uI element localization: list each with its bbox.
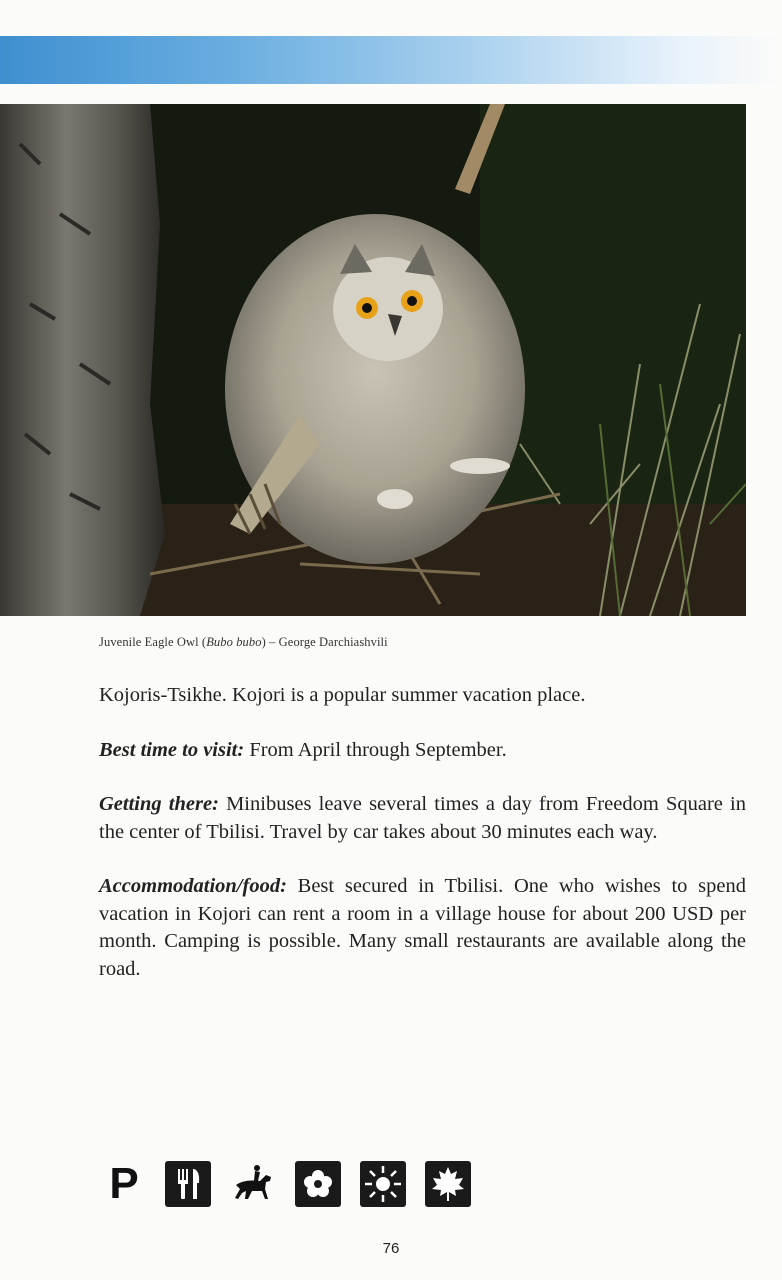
description	[99, 682, 746, 1010]
getting-there-text: Minibuses leave several times a day from Freedom Square in the center of Tbilisi. Travel by car takes about 30 minutes each way.	[99, 793, 746, 843]
intro-paragraph: Kojoris-Tsikhe. Kojori is a popular summer vacation place.	[99, 684, 586, 706]
caption-species: Bubo bubo	[206, 635, 262, 649]
header-color-band	[0, 36, 782, 84]
leaf-icon	[425, 1161, 471, 1207]
parking-icon: P	[109, 1159, 139, 1208]
horse-riding-icon	[230, 1161, 276, 1207]
restaurant-icon	[165, 1161, 211, 1207]
page-number: 76	[382, 1240, 400, 1257]
getting-there-label: Getting there:	[99, 793, 219, 815]
sun-icon	[360, 1161, 406, 1207]
best-time-text: From April through September.	[244, 738, 507, 761]
facility-icons	[104, 1160, 490, 1208]
accommodation-paragraph	[99, 873, 746, 983]
caption-prefix: Juvenile Eagle Owl (	[99, 635, 207, 649]
flower-icon	[295, 1161, 341, 1207]
photo-caption	[99, 635, 739, 650]
best-time-paragraph	[99, 737, 746, 765]
caption-suffix: ) – George Darchiashvili	[261, 635, 388, 649]
owl-photo	[0, 104, 746, 616]
getting-there-paragraph	[99, 791, 746, 846]
best-time-label: Best time to visit:	[99, 738, 245, 761]
accommodation-text: Best secured in Tbilisi. One who wishes to spend vacation in Kojori can rent a room in a village house for about 200 USD per month. Camping is possible. Many small restaurants are available along the road.	[99, 875, 746, 980]
accommodation-label: Accommodation/food:	[99, 875, 287, 897]
